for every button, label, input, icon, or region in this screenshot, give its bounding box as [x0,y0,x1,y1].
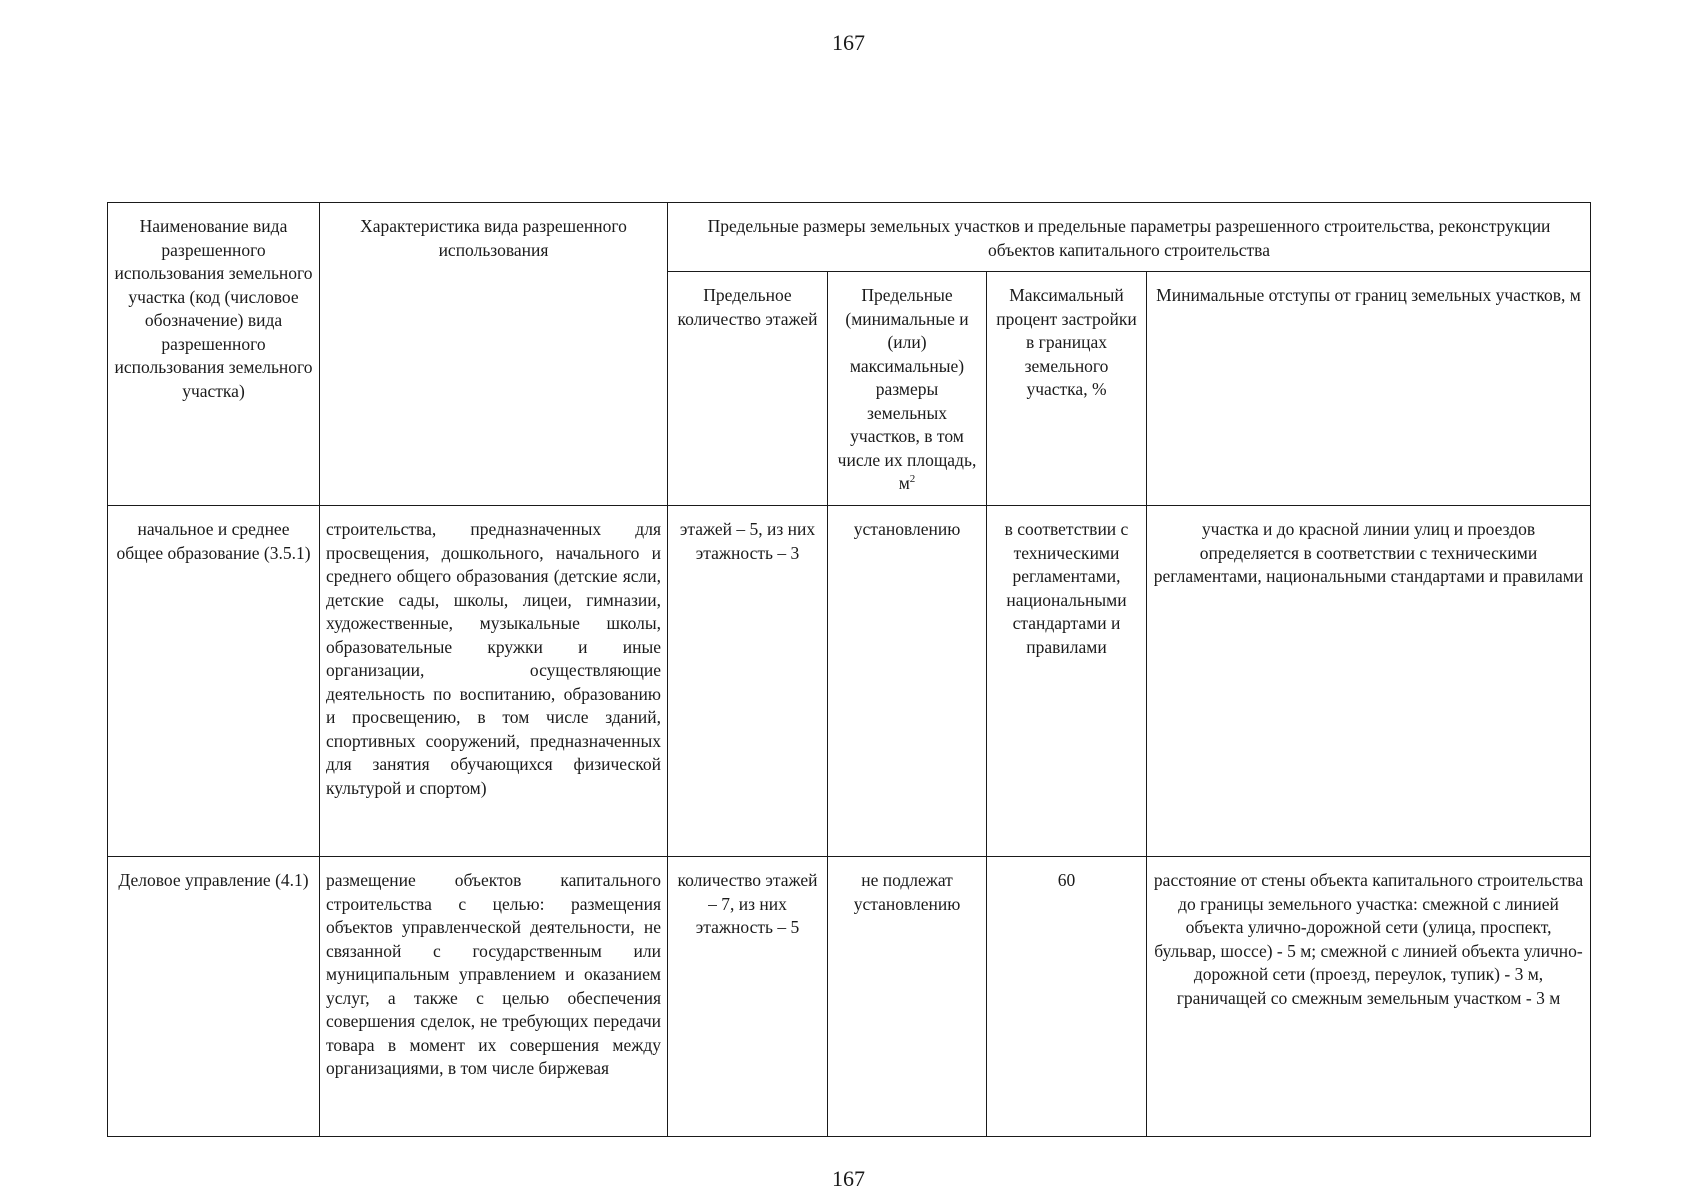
header-setbacks: Минимальные отступы от границ земельных участков, м [1147,272,1591,506]
table-header-row [108,203,1591,272]
header-floors: Предельное количество этажей [668,272,828,506]
floors-cell: количество этажей – 7, из них этажность – 5 [668,857,828,1137]
setbacks-cell: расстояние от стены объекта капитального строительства до границы земельного участка: смежной с линией объекта улично-дорожной сети (улица, проспект, бульвар, шоссе) - 5 м; смежной с линией объекта улично-дорожной сети (проезд, переулок, тупик) - 3 м, граничащей со смежным земельным участком - 3 м [1147,857,1591,1137]
page-number-top: 167 [832,30,865,55]
page-number-bottom: 167 [832,1166,865,1191]
header-plot-size-text: Предельные (минимальные и (или) максимальные) размеры земельных участков, в том числе их площадь, м [837,285,977,493]
use-name-cell: начальное и среднее общее образование (3.5.1) [108,506,320,857]
use-name-cell: Деловое управление (4.1) [108,857,320,1137]
table-row [108,857,1591,1137]
plot-size-cell: не подлежат установлению [828,857,987,1137]
table-row [108,506,1591,857]
use-description-cell: размещение объектов капитального строительства с целью: размещения объектов управленческой деятельности, не связанной с государственным или муниципальным управлением и оказанием услуг, а также с целью обеспечения совершения сделок, не требующих передачи товара в момент их совершения между организациями, в том числе биржевая [320,857,668,1137]
coverage-cell: 60 [987,857,1147,1137]
header-coverage: Максимальный процент застройки в границах земельного участка, % [987,272,1147,506]
coverage-cell: в соответствии с техническими регламентами, национальными стандартами и правилами [987,506,1147,857]
header-use-name: Наименование вида разрешенного использования земельного участка (код (числовое обозначение) вида разрешенного использования земельного участка) [108,203,320,506]
land-use-table [107,202,1591,1137]
use-description-cell: строительства, предназначенных для просвещения, дошкольного, начального и среднего общего образования (детские ясли, детские сады, школы, лицеи, гимназии, художественные, музыкальные школы, образовательные кружки и иные организации, осуществляющие деятельность по воспитанию, образованию и просвещению, в том числе зданий, спортивных сооружений, предназначенных для занятия обучающихся физической культурой и спортом) [320,506,668,857]
header-plot-size [828,272,987,506]
setbacks-cell: участка и до красной линии улиц и проездов определяется в соответствии с техническими регламентами, национальными стандартами и правилами [1147,506,1591,857]
header-limits-group: Предельные размеры земельных участков и предельные параметры разрешенного строительства, реконструкции объектов капитального строительства [668,203,1591,272]
plot-size-cell: установлению [828,506,987,857]
header-use-description: Характеристика вида разрешенного использования [320,203,668,506]
floors-cell: этажей – 5, из них этажность – 3 [668,506,828,857]
header-plot-size-sup: 2 [909,473,916,486]
